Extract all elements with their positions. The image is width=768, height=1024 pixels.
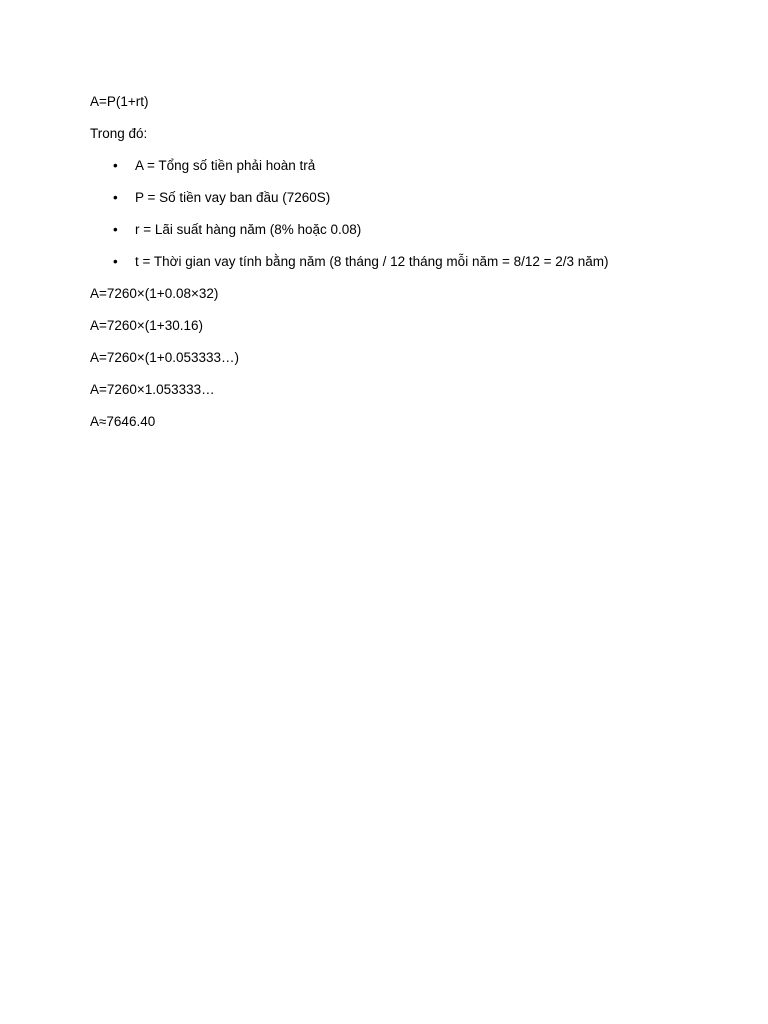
calculation-step: A=7260×(1+30.16) (90, 318, 203, 333)
definition-text: A = Tổng số tiền phải hoàn trả (135, 158, 316, 173)
calculation-step: A=7260×(1+0.08×32) (90, 286, 219, 301)
definition-text: r = Lãi suất hàng năm (8% hoặc 0.08) (135, 222, 362, 237)
document-body (90, 93, 710, 445)
calculation-step: A=7260×1.053333… (90, 382, 215, 397)
formula-line: A=P(1+rt) (90, 94, 149, 109)
definition-text: t = Thời gian vay tính bằng năm (8 tháng / 12 tháng mỗi năm = 8/12 = 2/3 năm) (135, 254, 609, 269)
list-item (90, 253, 710, 271)
bullet-icon: • (113, 222, 118, 237)
bullet-icon: • (113, 190, 118, 205)
result-line: A≈7646.40 (90, 414, 156, 429)
bullet-icon: • (113, 158, 118, 173)
bullet-icon: • (113, 254, 118, 269)
definition-text: P = Số tiền vay ban đầu (7260S) (135, 190, 331, 205)
definition-list (90, 157, 710, 271)
list-item (90, 157, 710, 175)
list-item (90, 189, 710, 207)
calculation-step: A=7260×(1+0.053333…) (90, 350, 239, 365)
list-item (90, 221, 710, 239)
where-label: Trong đó: (90, 126, 148, 141)
